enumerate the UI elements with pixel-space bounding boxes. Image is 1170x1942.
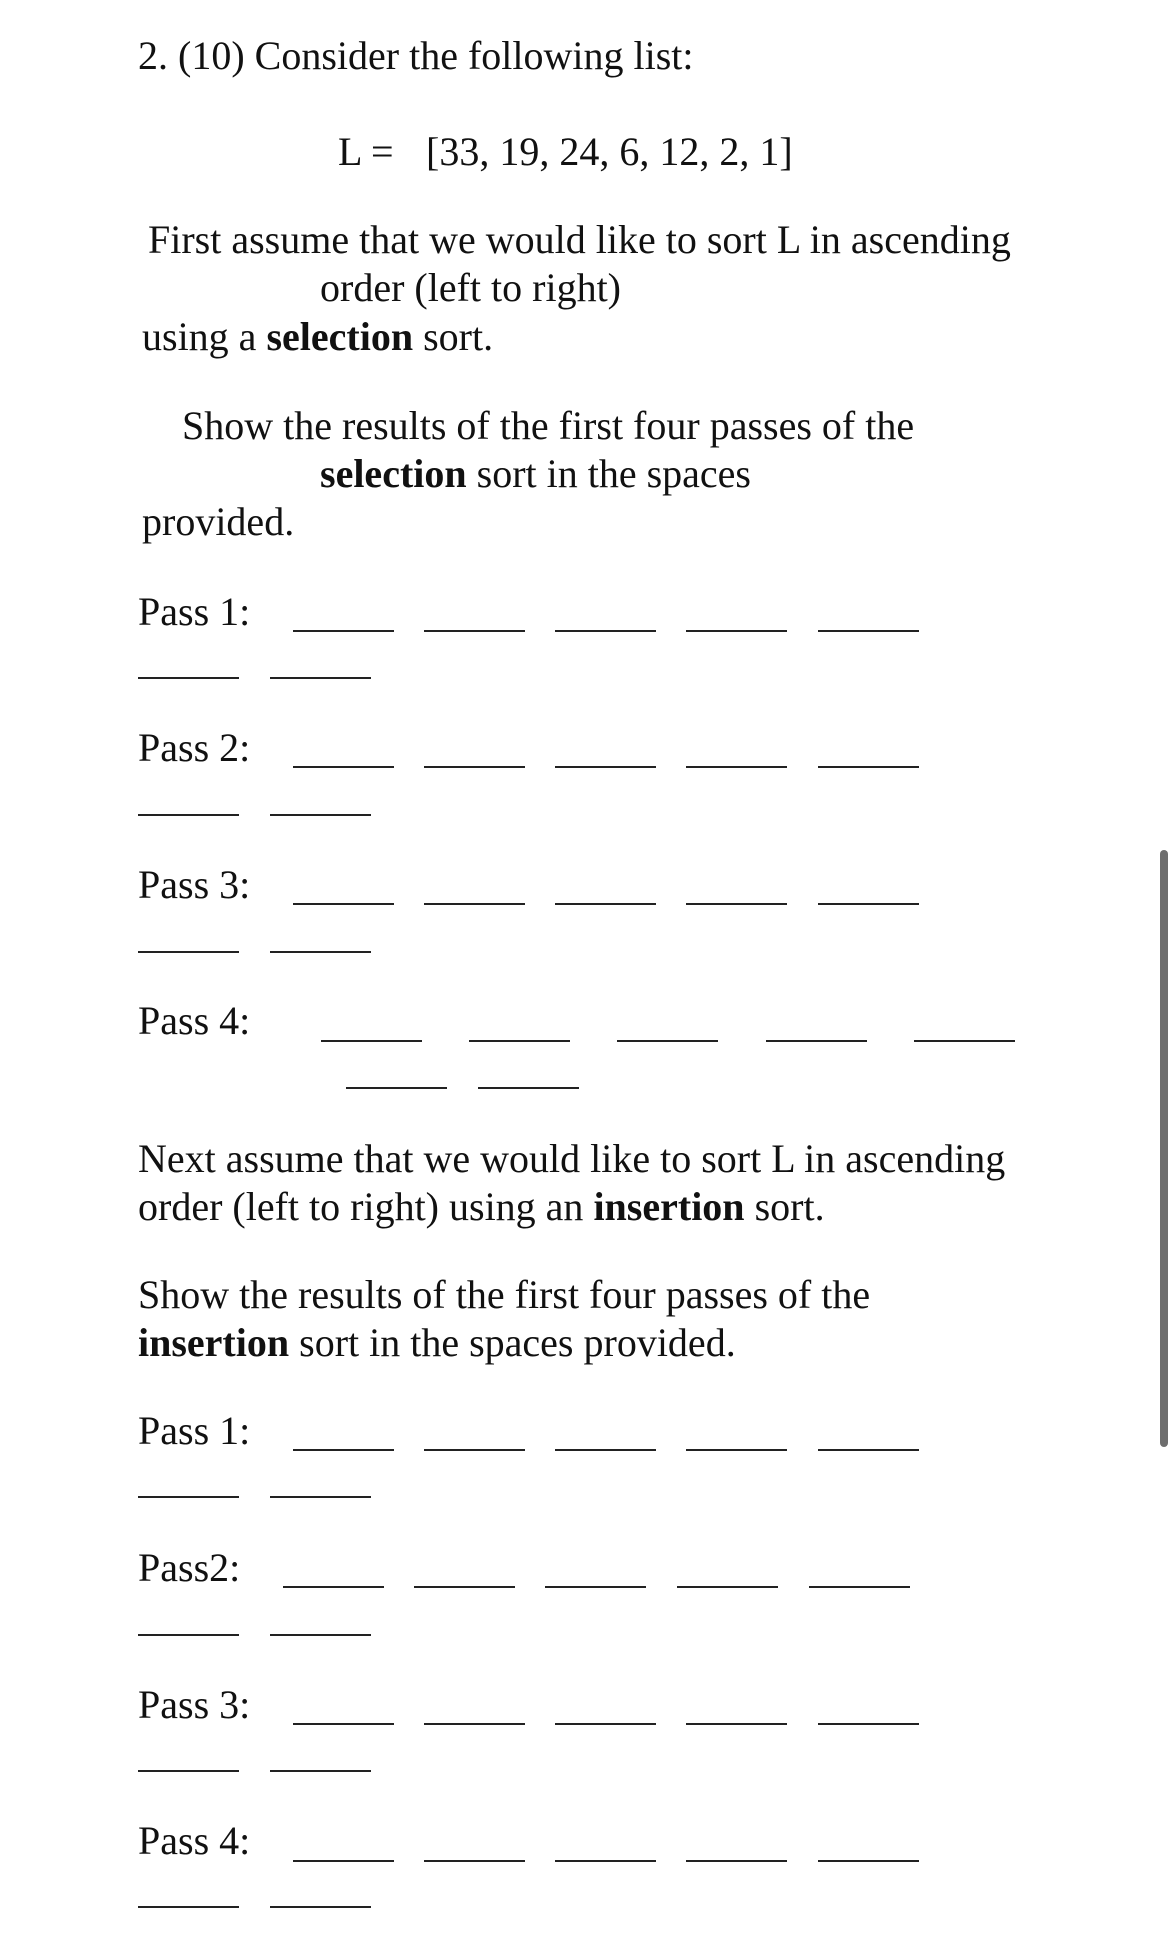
answer-blank[interactable]: [424, 766, 525, 768]
answer-blank[interactable]: [270, 1770, 371, 1772]
answer-blank[interactable]: [677, 1586, 778, 1588]
selection-show-line2: selection sort in the spaces: [320, 451, 751, 496]
answer-blank[interactable]: [138, 1906, 239, 1908]
answer-blank[interactable]: [809, 1586, 910, 1588]
answer-blank[interactable]: [270, 814, 371, 816]
answer-blank[interactable]: [270, 1496, 371, 1498]
answer-blank[interactable]: [138, 1770, 239, 1772]
selection-intro-line2: order (left to right): [320, 265, 621, 310]
answer-blank[interactable]: [424, 1723, 525, 1725]
insertion-intro-line1: Next assume that we would like to sort L in ascending: [138, 1136, 1006, 1181]
answer-blank[interactable]: [555, 1449, 656, 1451]
answer-blank[interactable]: [686, 766, 787, 768]
answer-blank[interactable]: [270, 1906, 371, 1908]
answer-blank[interactable]: [617, 1040, 718, 1042]
insertion-intro-line2: order (left to right) using an insertion sort.: [138, 1184, 825, 1229]
list-label: L =: [338, 129, 394, 174]
answer-blank[interactable]: [818, 1860, 919, 1862]
pass-label: Pass 4:: [138, 1818, 251, 1863]
answer-blank[interactable]: [293, 630, 394, 632]
insertion-show-line2: insertion sort in the spaces provided.: [138, 1320, 736, 1365]
selection-show-line1: Show the results of the first four passes of the: [182, 403, 915, 448]
answer-blank[interactable]: [686, 903, 787, 905]
answer-blank[interactable]: [818, 1449, 919, 1451]
answer-blank[interactable]: [555, 766, 656, 768]
answer-blank[interactable]: [686, 1860, 787, 1862]
question-header: 2. (10) Consider the following list:: [138, 33, 694, 78]
answer-blank[interactable]: [555, 1860, 656, 1862]
answer-blank[interactable]: [424, 1860, 525, 1862]
answer-blank[interactable]: [138, 951, 239, 953]
answer-blank[interactable]: [686, 1449, 787, 1451]
answer-blank[interactable]: [138, 677, 239, 679]
answer-blank[interactable]: [914, 1040, 1015, 1042]
answer-blank[interactable]: [555, 903, 656, 905]
list-values: [33, 19, 24, 6, 12, 2, 1]: [426, 129, 793, 174]
selection-intro-line3: using a selection sort.: [142, 314, 494, 359]
answer-blank[interactable]: [270, 1634, 371, 1636]
answer-blank[interactable]: [414, 1586, 515, 1588]
answer-blank[interactable]: [293, 1449, 394, 1451]
answer-blank[interactable]: [293, 1723, 394, 1725]
answer-blank[interactable]: [818, 1723, 919, 1725]
answer-blank[interactable]: [818, 903, 919, 905]
answer-blank[interactable]: [138, 1634, 239, 1636]
answer-blank[interactable]: [424, 903, 525, 905]
vertical-scrollbar[interactable]: [1160, 850, 1168, 1447]
insertion-show-line1: Show the results of the first four passes of the: [138, 1272, 871, 1317]
answer-blank[interactable]: [424, 1449, 525, 1451]
selection-intro-line1: First assume that we would like to sort L in ascending: [148, 217, 1011, 262]
pass-label: Pass 1:: [138, 1408, 251, 1453]
pass-label: Pass 3:: [138, 1682, 251, 1727]
answer-blank[interactable]: [766, 1040, 867, 1042]
pass-label: Pass 2:: [138, 725, 251, 770]
answer-blank[interactable]: [686, 630, 787, 632]
pass-label: Pass 1:: [138, 589, 251, 634]
answer-blank[interactable]: [818, 630, 919, 632]
pass-label: Pass 3:: [138, 862, 251, 907]
pass-label: Pass2:: [138, 1545, 241, 1590]
answer-blank[interactable]: [545, 1586, 646, 1588]
answer-blank[interactable]: [283, 1586, 384, 1588]
answer-blank[interactable]: [270, 677, 371, 679]
answer-blank[interactable]: [818, 766, 919, 768]
answer-blank[interactable]: [321, 1040, 422, 1042]
answer-blank[interactable]: [469, 1040, 570, 1042]
answer-blank[interactable]: [293, 903, 394, 905]
answer-blank[interactable]: [138, 1496, 239, 1498]
answer-blank[interactable]: [346, 1087, 447, 1089]
answer-blank[interactable]: [555, 630, 656, 632]
answer-blank[interactable]: [270, 951, 371, 953]
answer-blank[interactable]: [424, 630, 525, 632]
answer-blank[interactable]: [138, 814, 239, 816]
answer-blank[interactable]: [293, 1860, 394, 1862]
pass-label: Pass 4:: [138, 998, 251, 1043]
answer-blank[interactable]: [478, 1087, 579, 1089]
answer-blank[interactable]: [686, 1723, 787, 1725]
selection-show-line3: provided.: [142, 499, 295, 544]
answer-blank[interactable]: [555, 1723, 656, 1725]
answer-blank[interactable]: [293, 766, 394, 768]
